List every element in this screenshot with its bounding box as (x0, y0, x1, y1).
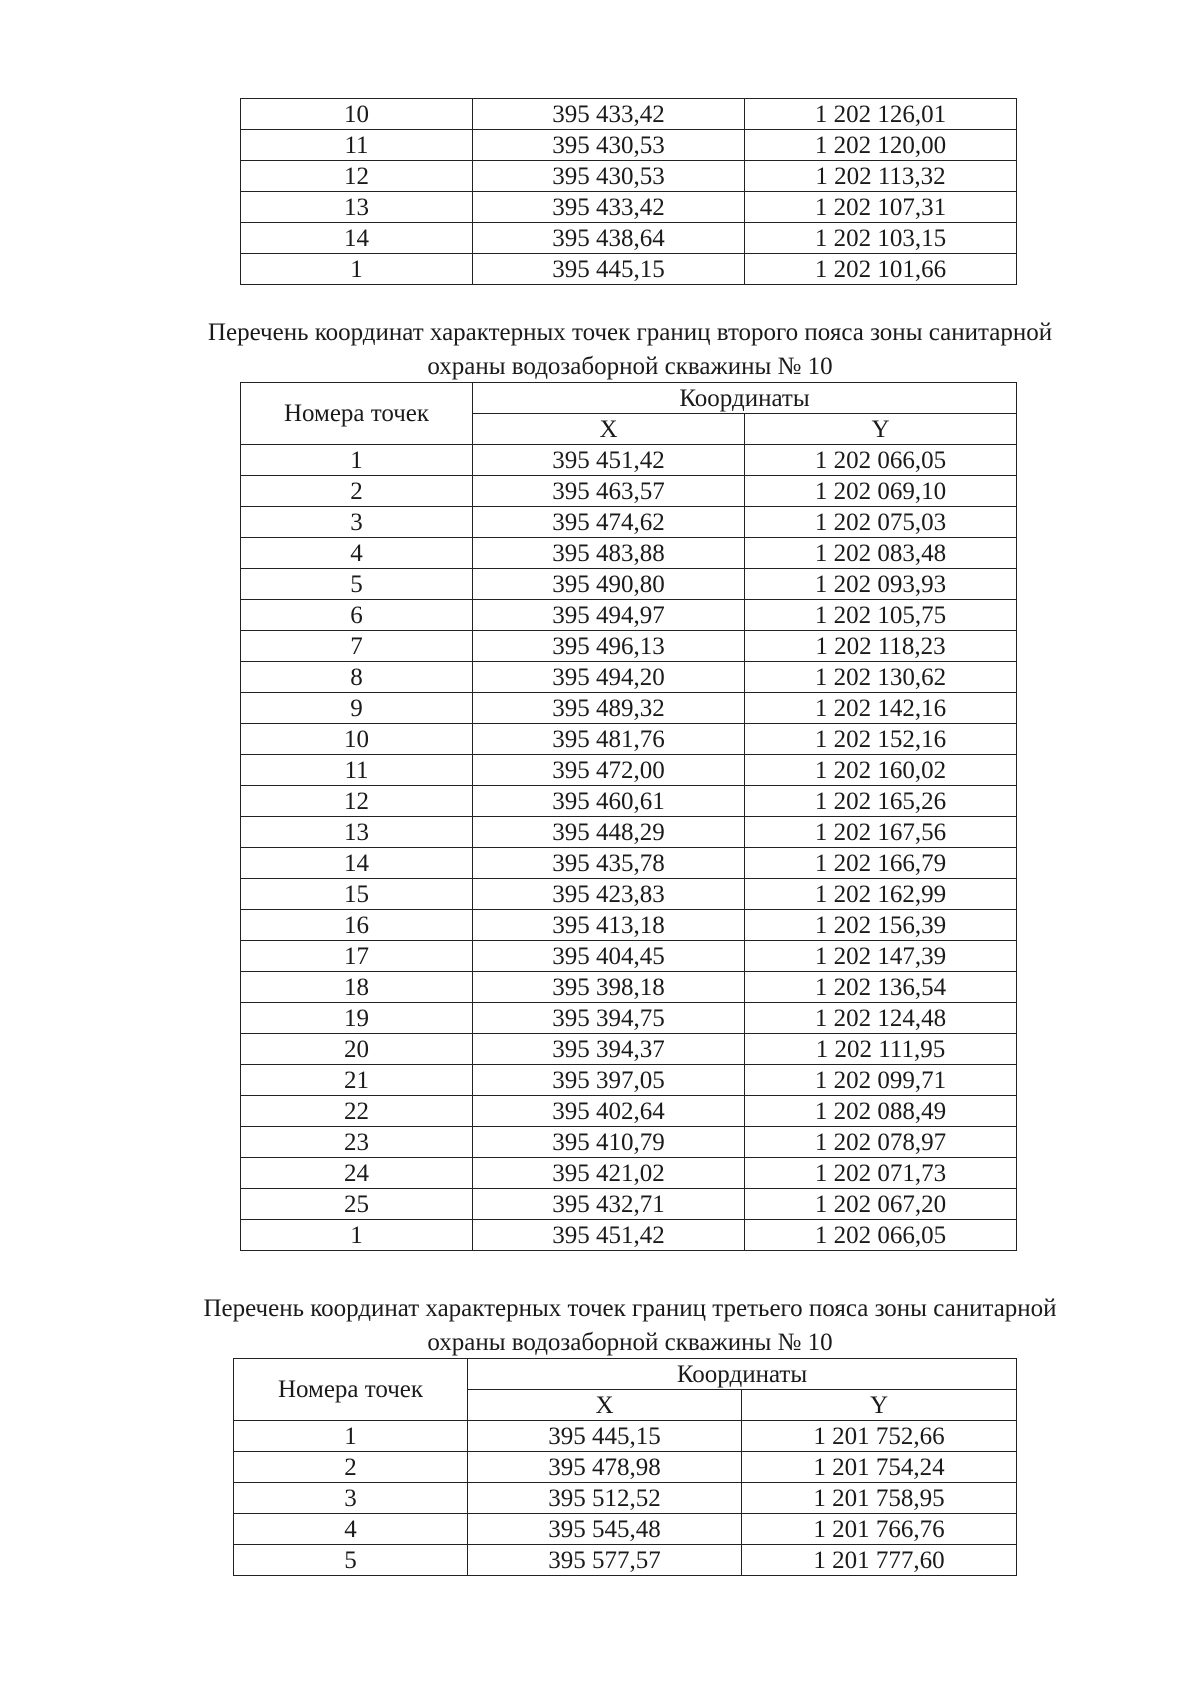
table-row (241, 786, 1017, 817)
point-number-cell: 18 (241, 972, 473, 1003)
point-number-cell: 22 (241, 1096, 473, 1127)
x-coordinate-cell: 395 483,88 (473, 538, 745, 569)
table-row (241, 631, 1017, 662)
y-coordinate-cell: 1 202 167,56 (745, 817, 1017, 848)
point-number-cell: 14 (241, 223, 473, 254)
y-coordinate-cell: 1 201 777,60 (742, 1545, 1017, 1576)
table-row (241, 1065, 1017, 1096)
x-coordinate-cell: 395 397,05 (473, 1065, 745, 1096)
table-row (241, 254, 1017, 285)
point-number-cell: 3 (234, 1483, 468, 1514)
point-number-cell: 1 (241, 445, 473, 476)
point-number-cell: 5 (234, 1545, 468, 1576)
y-coordinate-cell: 1 202 162,99 (745, 879, 1017, 910)
x-coordinate-cell: 395 404,45 (473, 941, 745, 972)
x-coordinate-cell: 395 445,15 (468, 1421, 742, 1452)
x-coordinate-cell: 395 438,64 (473, 223, 745, 254)
table-row (241, 1096, 1017, 1127)
zone3-caption-line1: Перечень координат характерных точек границ третьего пояса зоны санитарной (203, 1295, 1057, 1322)
coordinates-table-continued (240, 98, 1017, 285)
y-coordinate-cell: 1 202 078,97 (745, 1127, 1017, 1158)
y-coordinate-cell: 1 202 152,16 (745, 724, 1017, 755)
point-number-cell: 11 (241, 755, 473, 786)
table-row (241, 161, 1017, 192)
point-number-cell: 7 (241, 631, 473, 662)
table-row (241, 941, 1017, 972)
table-row (241, 476, 1017, 507)
x-column-header: X (473, 414, 745, 445)
zone2-caption-line1: Перечень координат характерных точек границ второго пояса зоны санитарной (207, 319, 1053, 346)
point-number-cell: 6 (241, 600, 473, 631)
x-coordinate-cell: 395 481,76 (473, 724, 745, 755)
y-coordinate-cell: 1 202 066,05 (745, 1220, 1017, 1251)
table-row (241, 507, 1017, 538)
table-header (234, 1359, 1017, 1421)
y-coordinate-cell: 1 202 071,73 (745, 1158, 1017, 1189)
x-coordinate-cell: 395 445,15 (473, 254, 745, 285)
x-coordinate-cell: 395 545,48 (468, 1514, 742, 1545)
x-coordinate-cell: 395 432,71 (473, 1189, 745, 1220)
x-coordinate-cell: 395 430,53 (473, 161, 745, 192)
point-number-cell: 21 (241, 1065, 473, 1096)
x-coordinate-cell: 395 478,98 (468, 1452, 742, 1483)
x-coordinate-cell: 395 423,83 (473, 879, 745, 910)
y-coordinate-cell: 1 202 120,00 (745, 130, 1017, 161)
y-coordinate-cell: 1 202 124,48 (745, 1003, 1017, 1034)
table-row (241, 223, 1017, 254)
x-coordinate-cell: 395 451,42 (473, 445, 745, 476)
point-number-cell: 1 (234, 1421, 468, 1452)
table-row (241, 1189, 1017, 1220)
zone3-caption-line2: охраны водозаборной скважины № 10 (427, 1329, 833, 1356)
zone2-caption-line2: охраны водозаборной скважины № 10 (427, 353, 833, 380)
table-row (241, 538, 1017, 569)
coordinates-column-header: Координаты (473, 383, 1017, 414)
point-number-cell: 11 (241, 130, 473, 161)
y-coordinate-cell: 1 202 165,26 (745, 786, 1017, 817)
x-coordinate-cell: 395 577,57 (468, 1545, 742, 1576)
point-number-cell: 17 (241, 941, 473, 972)
table-row (241, 1034, 1017, 1065)
x-coordinate-cell: 395 398,18 (473, 972, 745, 1003)
y-column-header: Y (745, 414, 1017, 445)
y-coordinate-cell: 1 202 103,15 (745, 223, 1017, 254)
table-row (241, 1127, 1017, 1158)
point-number-cell: 8 (241, 662, 473, 693)
y-coordinate-cell: 1 201 752,66 (742, 1421, 1017, 1452)
point-number-cell: 2 (241, 476, 473, 507)
point-number-cell: 1 (241, 1220, 473, 1251)
point-number-cell: 13 (241, 192, 473, 223)
x-coordinate-cell: 395 433,42 (473, 192, 745, 223)
x-coordinate-cell: 395 430,53 (473, 130, 745, 161)
table-row (241, 972, 1017, 1003)
coordinates-column-header: Координаты (468, 1359, 1017, 1390)
table-row (241, 1003, 1017, 1034)
table-row (241, 848, 1017, 879)
y-coordinate-cell: 1 201 754,24 (742, 1452, 1017, 1483)
x-coordinate-cell: 395 512,52 (468, 1483, 742, 1514)
point-number-cell: 12 (241, 786, 473, 817)
y-coordinate-cell: 1 202 099,71 (745, 1065, 1017, 1096)
y-coordinate-cell: 1 201 766,76 (742, 1514, 1017, 1545)
table-row (241, 600, 1017, 631)
y-coordinate-cell: 1 202 093,93 (745, 569, 1017, 600)
x-coordinate-cell: 395 413,18 (473, 910, 745, 941)
point-number-cell: 16 (241, 910, 473, 941)
y-coordinate-cell: 1 202 088,49 (745, 1096, 1017, 1127)
point-number-cell: 5 (241, 569, 473, 600)
y-column-header: Y (742, 1390, 1017, 1421)
table-row (241, 1158, 1017, 1189)
x-coordinate-cell: 395 463,57 (473, 476, 745, 507)
point-number-cell: 24 (241, 1158, 473, 1189)
x-coordinate-cell: 395 435,78 (473, 848, 745, 879)
point-number-cell: 1 (241, 254, 473, 285)
y-coordinate-cell: 1 202 083,48 (745, 538, 1017, 569)
table-row (241, 879, 1017, 910)
table-row (241, 817, 1017, 848)
x-coordinate-cell: 395 421,02 (473, 1158, 745, 1189)
x-coordinate-cell: 395 474,62 (473, 507, 745, 538)
y-coordinate-cell: 1 202 147,39 (745, 941, 1017, 972)
y-coordinate-cell: 1 202 160,02 (745, 755, 1017, 786)
y-coordinate-cell: 1 202 130,62 (745, 662, 1017, 693)
y-coordinate-cell: 1 202 075,03 (745, 507, 1017, 538)
zone2-caption (150, 316, 1110, 384)
table-row (234, 1545, 1017, 1576)
x-coordinate-cell: 395 494,97 (473, 600, 745, 631)
points-column-header: Номера точек (241, 383, 473, 445)
y-coordinate-cell: 1 202 113,32 (745, 161, 1017, 192)
table-header (241, 383, 1017, 445)
table-body (241, 99, 1017, 285)
y-coordinate-cell: 1 202 066,05 (745, 445, 1017, 476)
table-row (241, 1220, 1017, 1251)
point-number-cell: 15 (241, 879, 473, 910)
table-row (234, 1421, 1017, 1452)
point-number-cell: 2 (234, 1452, 468, 1483)
x-coordinate-cell: 395 433,42 (473, 99, 745, 130)
point-number-cell: 20 (241, 1034, 473, 1065)
y-coordinate-cell: 1 201 758,95 (742, 1483, 1017, 1514)
y-coordinate-cell: 1 202 069,10 (745, 476, 1017, 507)
x-coordinate-cell: 395 394,75 (473, 1003, 745, 1034)
y-coordinate-cell: 1 202 067,20 (745, 1189, 1017, 1220)
y-coordinate-cell: 1 202 166,79 (745, 848, 1017, 879)
point-number-cell: 23 (241, 1127, 473, 1158)
x-coordinate-cell: 395 451,42 (473, 1220, 745, 1251)
table-row (234, 1514, 1017, 1545)
point-number-cell: 13 (241, 817, 473, 848)
table-body (234, 1421, 1017, 1576)
point-number-cell: 9 (241, 693, 473, 724)
table-row (241, 662, 1017, 693)
x-coordinate-cell: 395 460,61 (473, 786, 745, 817)
table-row (241, 569, 1017, 600)
y-coordinate-cell: 1 202 107,31 (745, 192, 1017, 223)
y-coordinate-cell: 1 202 111,95 (745, 1034, 1017, 1065)
point-number-cell: 19 (241, 1003, 473, 1034)
y-coordinate-cell: 1 202 142,16 (745, 693, 1017, 724)
y-coordinate-cell: 1 202 101,66 (745, 254, 1017, 285)
x-coordinate-cell: 395 472,00 (473, 755, 745, 786)
zone3-caption (150, 1292, 1110, 1360)
x-coordinate-cell: 395 410,79 (473, 1127, 745, 1158)
zone2-coordinates-table (240, 382, 1017, 1251)
table-row (241, 130, 1017, 161)
points-column-header: Номера точек (234, 1359, 468, 1421)
zone3-coordinates-table (233, 1358, 1017, 1576)
table-body (241, 445, 1017, 1251)
x-coordinate-cell: 395 448,29 (473, 817, 745, 848)
table-row (241, 192, 1017, 223)
x-coordinate-cell: 395 496,13 (473, 631, 745, 662)
point-number-cell: 4 (241, 538, 473, 569)
point-number-cell: 4 (234, 1514, 468, 1545)
point-number-cell: 3 (241, 507, 473, 538)
x-column-header: X (468, 1390, 742, 1421)
point-number-cell: 14 (241, 848, 473, 879)
point-number-cell: 10 (241, 99, 473, 130)
table-row (234, 1483, 1017, 1514)
y-coordinate-cell: 1 202 136,54 (745, 972, 1017, 1003)
x-coordinate-cell: 395 394,37 (473, 1034, 745, 1065)
table-row (241, 99, 1017, 130)
x-coordinate-cell: 395 402,64 (473, 1096, 745, 1127)
x-coordinate-cell: 395 490,80 (473, 569, 745, 600)
table-row (241, 693, 1017, 724)
point-number-cell: 12 (241, 161, 473, 192)
y-coordinate-cell: 1 202 118,23 (745, 631, 1017, 662)
table-row (241, 910, 1017, 941)
table-row (241, 755, 1017, 786)
table-row (241, 724, 1017, 755)
y-coordinate-cell: 1 202 105,75 (745, 600, 1017, 631)
table-row (241, 445, 1017, 476)
y-coordinate-cell: 1 202 156,39 (745, 910, 1017, 941)
x-coordinate-cell: 395 489,32 (473, 693, 745, 724)
y-coordinate-cell: 1 202 126,01 (745, 99, 1017, 130)
x-coordinate-cell: 395 494,20 (473, 662, 745, 693)
point-number-cell: 10 (241, 724, 473, 755)
table-row (234, 1452, 1017, 1483)
point-number-cell: 25 (241, 1189, 473, 1220)
